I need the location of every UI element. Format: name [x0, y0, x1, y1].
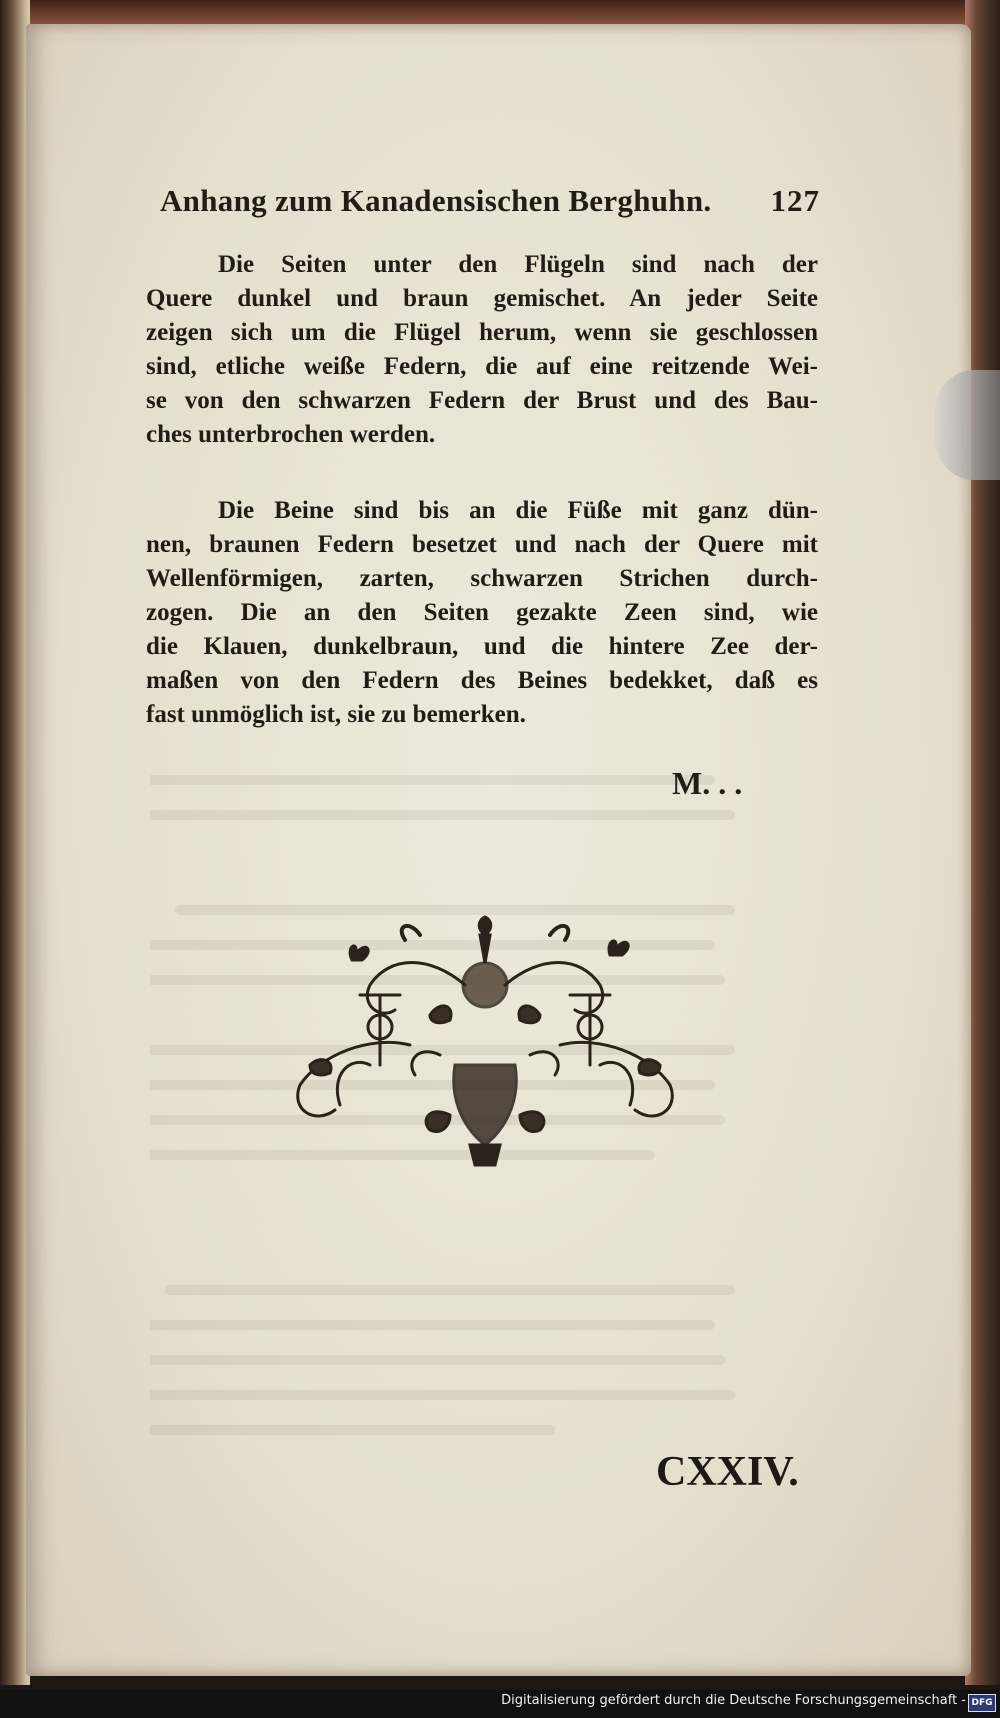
text-line: ches unterbrochen werden. — [146, 421, 436, 448]
page-number: 127 — [770, 183, 820, 218]
paragraph-sides — [146, 248, 818, 452]
paragraph-legs — [146, 494, 818, 732]
text-line: sind, etliche weiße Federn, die auf eine reitzende Wei- — [146, 353, 818, 380]
show-through-texture-lower — [150, 1270, 750, 1450]
text-line: fast unmöglich ist, sie zu bemerken. — [146, 701, 526, 728]
text-line: Quere dunkel und braun gemischet. An jeder Seite — [146, 285, 818, 312]
running-head-title: Anhang zum Kanadensischen Berghuhn. — [160, 183, 712, 218]
page-clip — [935, 370, 1000, 480]
text-line: Wellenförmigen, zarten, schwarzen Strichen durch- — [146, 565, 818, 592]
floral-vignette-ornament — [280, 915, 690, 1175]
text-line: zogen. Die an den Seiten gezakte Zeen sind, wie — [146, 599, 818, 626]
text-line: die Klauen, dunkelbraun, und die hintere Zee der- — [146, 633, 818, 660]
text-line: Die Beine sind bis an die Füße mit ganz dün- — [218, 497, 818, 524]
author-signature: M. . . — [672, 765, 743, 801]
text-line: zeigen sich um die Flügel herum, wenn sie geschlossen — [146, 319, 818, 346]
text-line: maßen von den Federn des Beines bedekket, daß es — [146, 667, 818, 694]
catchword: CXXIV. — [656, 1449, 799, 1495]
dfg-logo-icon: DFG — [968, 1694, 996, 1712]
funding-credit: Digitalisierung gefördert durch die Deutsche Forschungsgemeinschaft - — [501, 1693, 966, 1708]
text-line: Die Seiten unter den Flügeln sind nach der — [218, 251, 818, 278]
digitization-footer — [0, 1690, 1000, 1718]
text-line: nen, braunen Federn besetzet und nach der Quere mit — [146, 531, 818, 558]
running-header — [160, 183, 820, 227]
text-line: se von den schwarzen Federn der Brust und des Bau- — [146, 387, 818, 414]
